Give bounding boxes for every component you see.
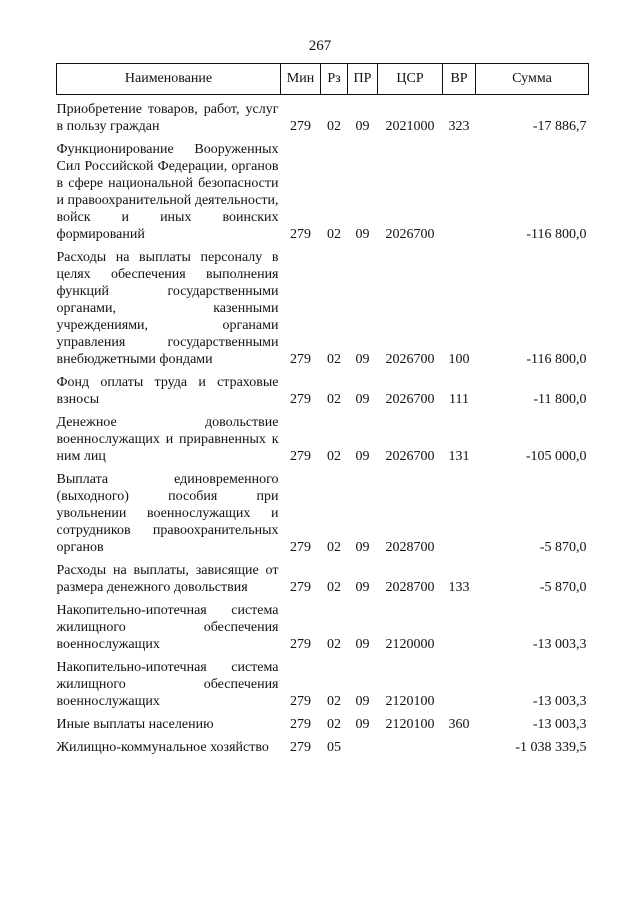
table-row [57,243,589,368]
header-min: Мин [281,64,321,95]
row-csr: 2021000 [385,119,435,134]
row-vr [443,653,476,710]
row-pr: 09 [355,694,370,709]
row-rz: 05 [327,740,341,755]
row-rz: 02 [327,540,341,555]
row-name: Расходы на выплаты персоналу в целях обеспечения выполнения функций государственными органами, казенными учреждениями, органами управления государственными внебюджетными фондами [56,250,279,367]
header-rz: Рз [321,64,348,95]
row-csr [378,733,443,756]
budget-table [56,63,589,756]
row-sum: -13 003,3 [532,717,587,732]
row-rz: 02 [327,717,341,732]
row-min: 279 [290,449,311,464]
row-name: Жилищно-коммунальное хозяйство [56,740,269,755]
row-min: 279 [290,540,311,555]
row-pr: 09 [355,352,370,367]
row-pr: 09 [355,717,370,732]
row-pr: 09 [355,119,370,134]
row-csr: 2120100 [385,717,435,732]
row-vr [443,596,476,653]
row-vr [443,135,476,243]
row-rz: 02 [327,227,341,242]
row-sum: -5 870,0 [539,580,587,595]
row-rz: 02 [327,119,341,134]
table-row [57,556,589,596]
header-vr: ВР [443,64,476,95]
row-pr: 09 [355,637,370,652]
row-pr: 09 [355,227,370,242]
table-row [57,653,589,710]
table-row [57,465,589,556]
table-row [57,95,589,136]
row-sum: -116 800,0 [526,227,587,242]
row-vr: 323 [448,119,470,134]
row-csr: 2026700 [385,392,435,407]
row-csr: 2026700 [385,227,435,242]
row-rz: 02 [327,637,341,652]
row-csr: 2028700 [385,580,435,595]
row-sum: -5 870,0 [539,540,587,555]
row-min: 279 [290,637,311,652]
header-sum: Сумма [476,64,589,95]
row-name: Функционирование Вооруженных Сил Российской Федерации, органов в сфере национальной безопасности и правоохранительной деятельности, войск и иных воинских формирований [56,142,279,242]
header-csr: ЦСР [378,64,443,95]
row-rz: 02 [327,392,341,407]
row-rz: 02 [327,352,341,367]
row-sum: -11 800,0 [533,392,587,407]
row-min: 279 [290,392,311,407]
row-vr: 133 [448,580,470,595]
row-name: Иные выплаты населению [56,717,214,732]
row-min: 279 [290,740,311,755]
table-header [57,64,589,95]
row-min: 279 [290,580,311,595]
page-number: 267 [308,38,332,54]
row-sum: -13 003,3 [532,694,587,709]
row-min: 279 [290,227,311,242]
row-csr: 2120000 [385,637,435,652]
table-row [57,368,589,408]
row-min: 279 [290,717,311,732]
row-vr: 100 [448,352,470,367]
row-min: 279 [290,119,311,134]
row-sum: -13 003,3 [532,637,587,652]
table-row [57,135,589,243]
table-row [57,408,589,465]
row-sum: -17 886,7 [532,119,587,134]
row-csr: 2026700 [385,352,435,367]
row-sum: -105 000,0 [525,449,587,464]
row-sum: -1 038 339,5 [515,740,587,755]
row-name: Расходы на выплаты, зависящие от размера денежного довольствия [56,563,279,595]
row-pr: 09 [355,392,370,407]
row-vr [443,465,476,556]
row-name: Накопительно-ипотечная система жилищного обеспечения военнослужащих [56,660,279,709]
row-csr: 2026700 [385,449,435,464]
row-vr: 131 [448,449,470,464]
row-name: Приобретение товаров, работ, услуг в пользу граждан [56,102,279,134]
row-min: 279 [290,694,311,709]
row-vr: 111 [449,392,469,407]
row-rz: 02 [327,694,341,709]
row-sum: -116 800,0 [526,352,587,367]
row-pr: 09 [355,540,370,555]
row-name: Выплата единовременного (выходного) пособия при увольнении военнослужащих и сотрудников правоохранительных органов [56,472,279,555]
row-pr [348,733,378,756]
row-rz: 02 [327,449,341,464]
row-name: Фонд оплаты труда и страховые взносы [56,375,279,407]
row-pr: 09 [355,580,370,595]
table-row [57,596,589,653]
row-name: Денежное довольствие военнослужащих и приравненных к ним лиц [56,415,279,464]
header-pr: ПР [348,64,378,95]
row-csr: 2028700 [385,540,435,555]
row-pr: 09 [355,449,370,464]
header-name: Наименование [57,64,281,95]
table-row [57,733,589,756]
row-name: Накопительно-ипотечная система жилищного обеспечения военнослужащих [56,603,279,652]
row-min: 279 [290,352,311,367]
row-csr: 2120100 [385,694,435,709]
row-rz: 02 [327,580,341,595]
table-body [57,95,589,757]
row-vr: 360 [448,717,470,732]
row-vr [443,733,476,756]
table-row [57,710,589,733]
